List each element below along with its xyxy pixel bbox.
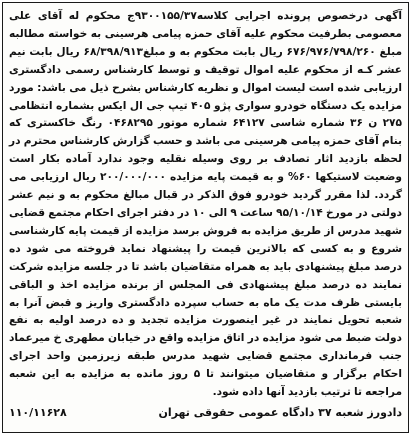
notice-code: ۱۱۰/۱۱۶۲۸ xyxy=(9,405,67,419)
notice-signature: دادورز شعبه ۳۷ دادگاه عمومی حقوقی تهران xyxy=(158,405,402,419)
notice-body: آگهی درخصوص پرونده اجرایی کلاسه۹۳۰۰۱۵۵/۳۷ج محکوم له آقای علی معصومی بطرفیت محکوم علیه آقای حمزه پیامی هرسینی به خواسته مطالبه مبلغ ۶۷۶/۹۷۶/۷۹۸/۲۶۰ ریال بابت محکوم به و مبلغ۶۸/۳۹۸/۹۱۳ ریال بابت نیم عشر کـه از محکوم علیه اموال توقیف و توسط کارشناس رسمی دادگستری ارزیابی شده است لیست اموال و نظریه کارشناس بشرح ذیل می باشد: مورد مزایده یک دستگاه خودرو سواری پژو ۴۰۵ تیپ جی ال ایکس بشماره انتظامی ۲۷۵ ن ۳۶ شماره شاسی ۶۴۱۲۷ شماره موتور ۰۴۶۸۲۹۵ رنگ خاکستری که بنام آقای حمزه پیامی هرسینی می باشد و حسب گزارش کارشناس محترم در لحظه بازدید اثار تصادف بر روی وسیله نقلیه وجود ندارد آماده بکار است وضعیت لاستیکها ۶۰% و به قیمت پایه مزایده ۲۰۰/۰۰۰/۰۰۰ ریال ارزیابی می گردد. لذا مقرر گردید خودرو فوق الذکر در قبال مبالغ محکوم به و نیم عشر دولتی در مورخ ۹۵/۱۰/۱۴ ساعت ۹ الی ۱۰ در دفتر اجرای احکام مجتمع قضایی شهید مدرس از طریق مزایده به فروش برسد مزایده از قیمت پایه کارشناسی شروع و به کسی که بالاترین قیمت را پیشنهاد نماید فروخته می شود ده درصد مبلغ پیشنهادی باید به همراه متقاضیان باشد تا در جلسه مزایده شرکت نمایند ده درصد مبلغ پیشنهادی فی المجلس از برنده مزایده اخذ و الباقی بایستی ظرف مدت یک ماه به حساب سپرده دادگستری واریز و قبض آنرا به شعبه تحویل نمایند در غیر اینصورت مزایده تجدید و ده درصد اولیه به نفع دولت ضبط می شود مزایده در اتاق مزایده واقع در خیابان مطهری خ میرعماد جنب فرمانداری مجتمع قضایی شهید مدرس طبقه زیرزمین واحد اجرای احکام برگزار و متقاضیان میتوانند تا ۵ روز مانده به مزایده به این شعبه مراجعه تا ترتیب بازدید آنها داده شود. xyxy=(9,10,403,399)
legal-notice xyxy=(2,2,409,433)
notice-footer xyxy=(9,406,402,419)
